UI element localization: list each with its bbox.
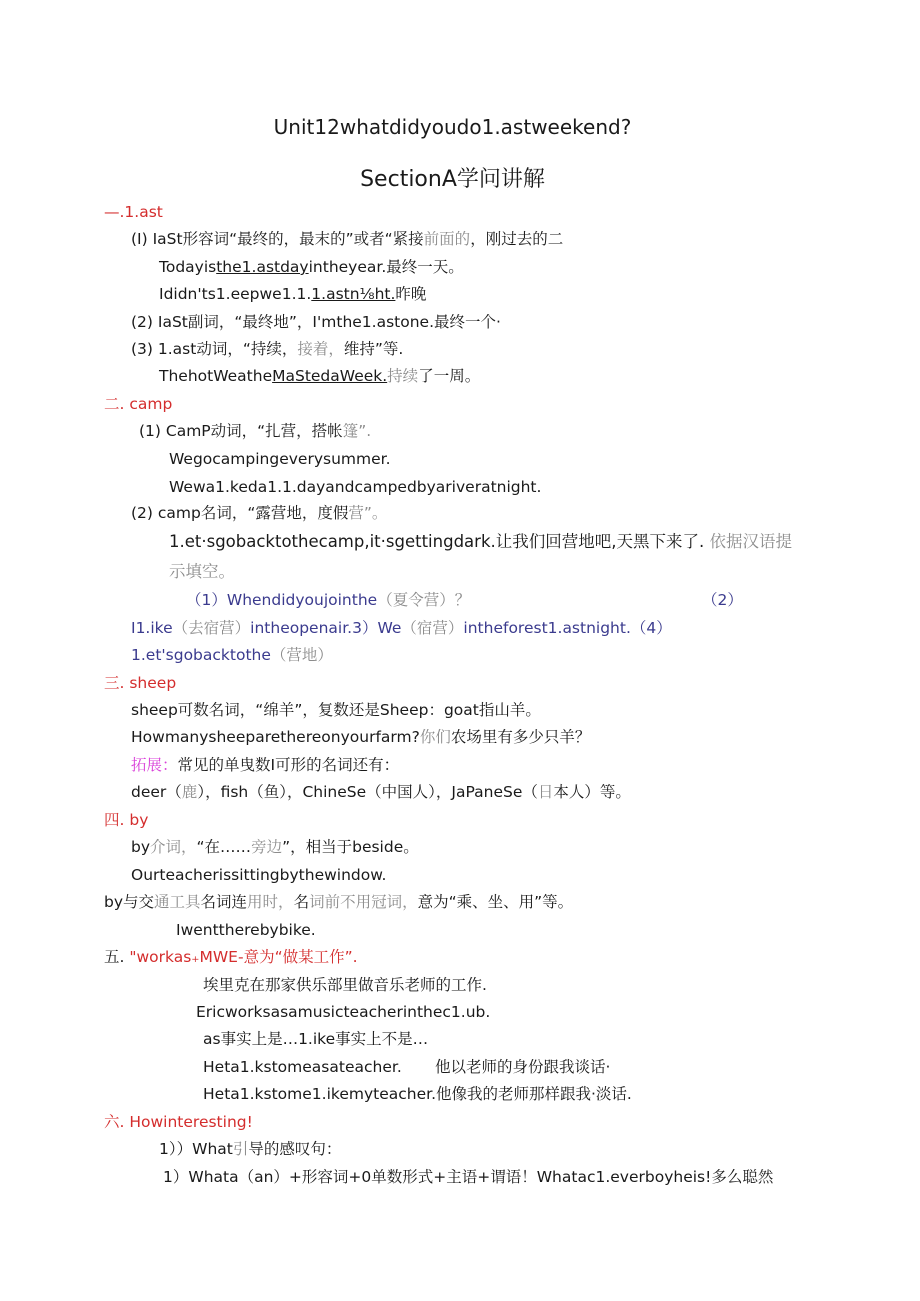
- s3-line-2: Howmanysheeparethereonyourfarm?你们农场里有多少只羊？: [131, 728, 591, 746]
- s3-line-1: sheep可数名词，“绵羊”，复数还是Sheep：goat指山羊。: [131, 701, 541, 719]
- s2-line-2: Wegocampingeverysummer.: [169, 450, 391, 468]
- s5-line-1: 埃里克在那家供乐部里做音乐老师的工作.: [203, 976, 487, 994]
- s5-line-3: as事实上是…1.ike事实上不是…: [203, 1030, 429, 1048]
- s1-line-4: (2) IaSt副词，“最终地”，I'mthe1.astone.最终一个·: [131, 313, 501, 331]
- s3-line-3: 拓展：常见的单曳数I可形的名词还有：: [131, 756, 400, 774]
- exercise-4: 1.et'sgobacktothe（营地）: [131, 646, 333, 664]
- s2-line-4: (2) camp名词，“露营地，度假营”。: [131, 504, 388, 522]
- s4-line-2: Ourteacherissittingbythewindow.: [131, 866, 387, 884]
- s5-line-4a: Heta1.kstomeasateacher.: [203, 1058, 402, 1076]
- s2-line-3: Wewa1.keda1.1.dayandcampedbyariveratnight.: [169, 478, 542, 496]
- exercise-1: （1）Whendidyoujointhe（夏令营）？: [186, 591, 471, 609]
- heading-sheep: 三. sheep: [104, 674, 177, 692]
- heading-camp: 二. camp: [104, 395, 173, 413]
- s4-line-4: Iwenttherebybike.: [176, 921, 316, 939]
- s4-line-3: by与交通工具名词连用时，名词前不用冠词，意为“乘、坐、用”等。: [104, 893, 574, 911]
- s2-line-5: 1.et·sgobacktothecamp,it·sgettingdark.让我们回营地吧,天黑下来了. 依据汉语提: [169, 532, 792, 551]
- s6-line-2: 1）Whata（an）+形容词+0单数形式+主语+谓语！Whatac1.everboyheis!多么聪然: [163, 1168, 774, 1186]
- s4-line-1: by介词，“在……旁边”，相当于beside。: [131, 838, 419, 856]
- s2-line-1: (1) CamP动词，“扎营，搭帐篷”.: [139, 422, 372, 440]
- s6-line-1: 1））What引导的感叹句：: [159, 1140, 342, 1158]
- s2-line-6: 示填空。: [169, 562, 235, 581]
- heading-work-as: 五. "workas₊MWE-意为“做某工作”.: [104, 948, 358, 966]
- s1-line-6: ThehotWeatheMaStedaWeek.持续了一周。: [159, 367, 481, 385]
- s5-line-2: Ericworksasamusicteacherinthec1.ub.: [196, 1003, 491, 1021]
- document-title: Unit12whatdidyoudo1.astweekend?: [273, 115, 632, 139]
- heading-last: —.1.ast: [104, 203, 163, 221]
- s1-line-3: Ididn'ts1.eepwe1.1.1.astn⅛ht.昨晚: [159, 285, 427, 303]
- exercise-2-3: I1.ike（去宿营）intheopenair.3）We（宿营）intheforest1.astnight.（4）: [131, 619, 672, 637]
- heading-by: 四. by: [104, 811, 149, 829]
- s5-line-5: Heta1.kstome1.ikemyteacher.他像我的老师那样跟我·淡话.: [203, 1085, 632, 1103]
- s1-line-1: (I) IaSt形容词“最终的，最末的”或者“紧接前面的，刚过去的二: [131, 230, 564, 248]
- s1-line-5: (3) 1.ast动词，“持续，接着，维持”等.: [131, 340, 404, 358]
- heading-how-interesting: 六. Howinteresting!: [104, 1113, 253, 1131]
- s5-line-4b: 他以老师的身份跟我谈话·: [435, 1058, 611, 1076]
- section-title: SectionA学问讲解: [360, 167, 545, 192]
- s1-line-2: Todayisthe1.astdayintheyear.最终一天。: [159, 258, 464, 276]
- exercise-2-number: （2）: [702, 591, 743, 609]
- s3-line-4: deer（鹿），fish（鱼），ChineSe（中国人），JaPaneSe（日本人）等。: [131, 783, 631, 801]
